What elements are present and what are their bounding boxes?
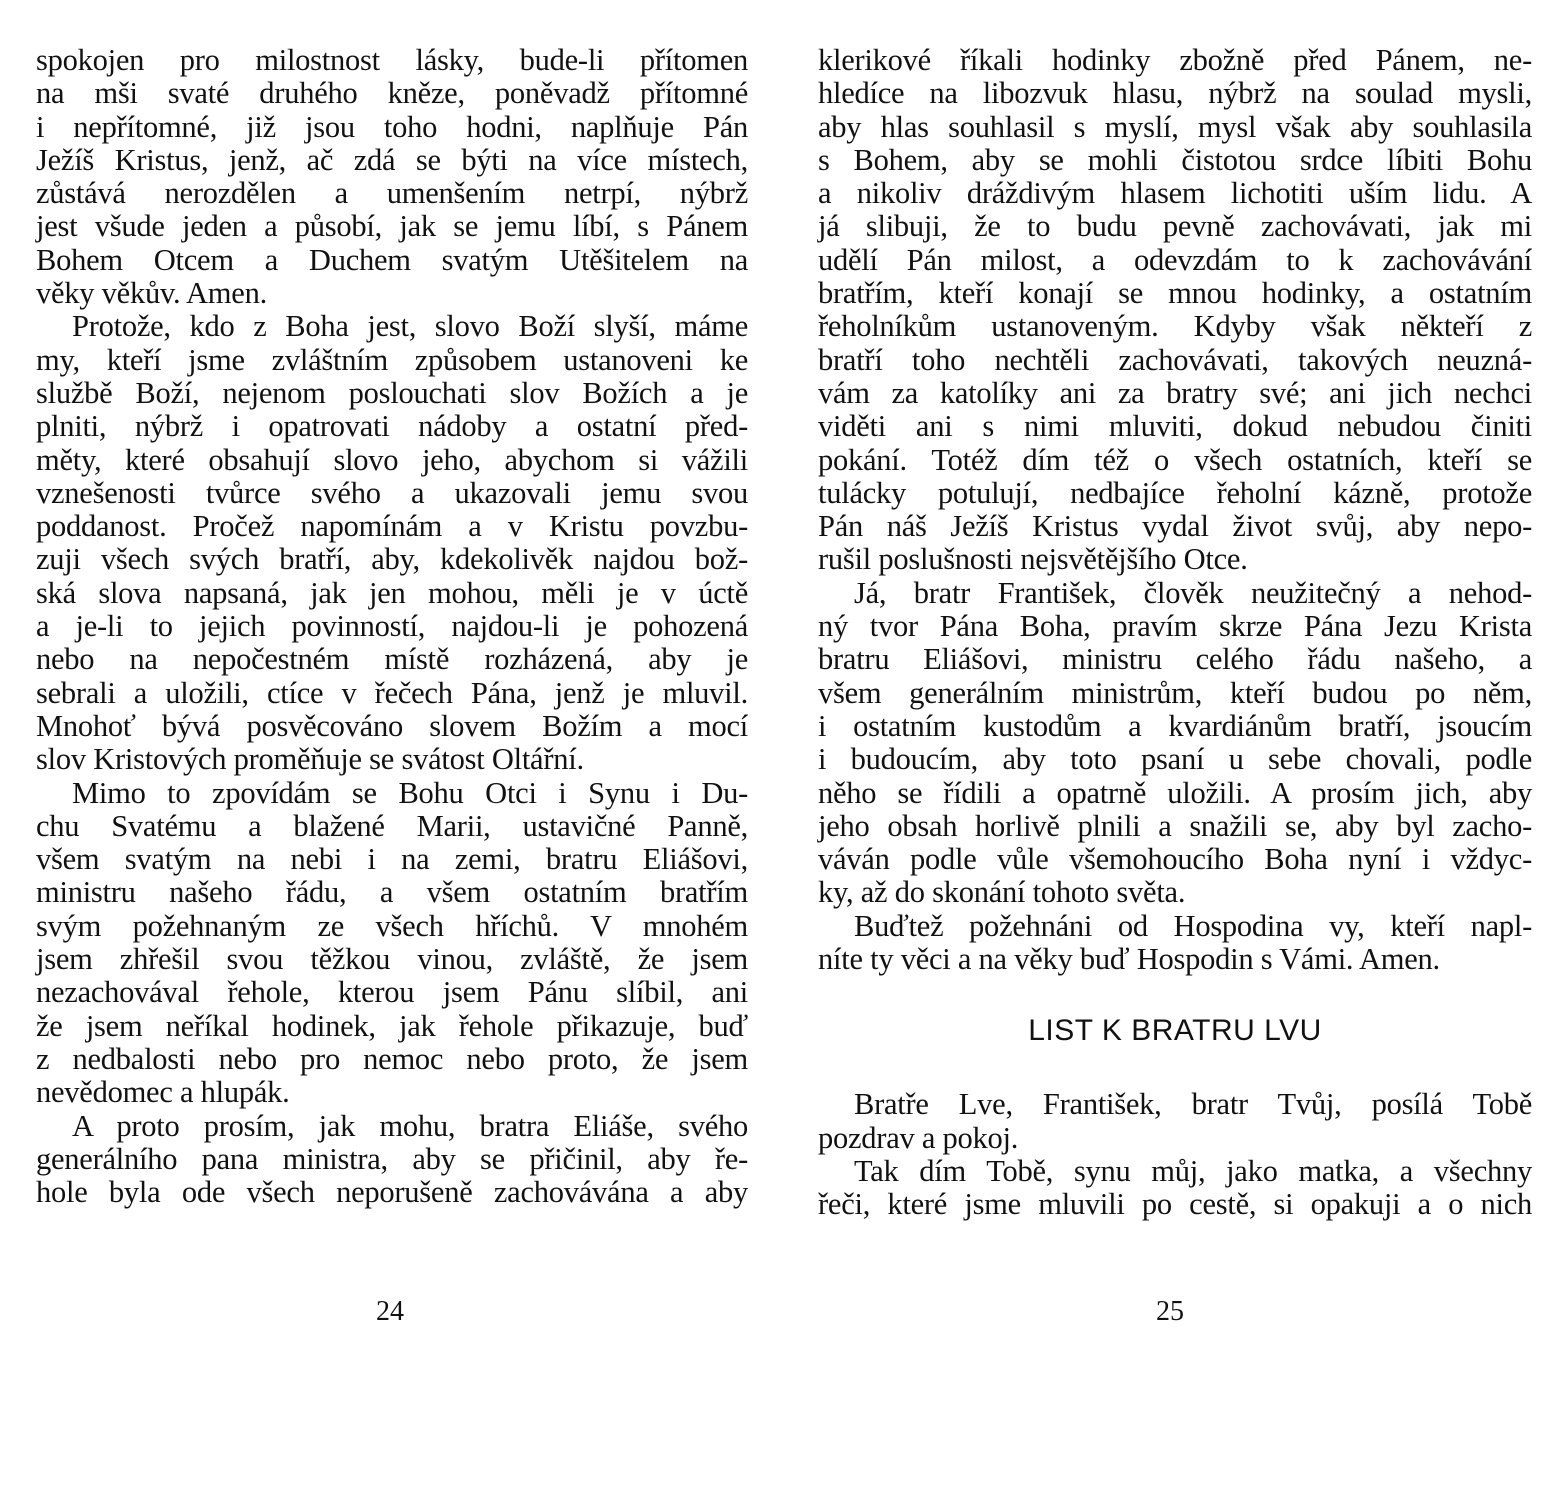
text-line: rušil poslušnosti nejsvětějšího Otce. bbox=[818, 542, 1248, 577]
paragraph bbox=[36, 310, 748, 776]
text-line: z nedbalosti nebo pro nemoc nebo proto, že jsem bbox=[36, 1041, 748, 1076]
text-line: ky, až do skonání tohoto světa. bbox=[818, 875, 1186, 910]
text-line: a je-li to jejich povinností, najdou-li je pohozená bbox=[36, 609, 748, 644]
text-line: udělí Pán milost, a odevzdám to k zachovávání bbox=[818, 242, 1532, 277]
right-page bbox=[818, 44, 1532, 1364]
left-page bbox=[36, 44, 748, 1364]
text-line: bratří toho nechtěli zachovávati, takových neuzná- bbox=[818, 342, 1532, 377]
text-line: váván podle vůle všemohoucího Boha nyní i vždyc- bbox=[818, 842, 1532, 877]
text-line: i nepřítomné, již jsou toho hodni, naplňuje Pán bbox=[36, 109, 748, 144]
text-line: nezachovával řehole, kterou jsem Pánu slíbil, ani bbox=[36, 975, 748, 1010]
paragraph bbox=[818, 1155, 1532, 1222]
text-line: bratřím, kteří konají se mnou hodinky, a ostatním bbox=[818, 276, 1532, 311]
text-line: hledíce na libozvuk hlasu, nýbrž na soulad mysli, bbox=[818, 76, 1532, 111]
paragraph bbox=[818, 1088, 1532, 1155]
text-line: všem generálním ministrům, kteří budou po něm, bbox=[818, 675, 1532, 710]
right-page-text-after-heading bbox=[818, 1088, 1532, 1221]
text-line: ný tvor Pána Boha, pravím skrze Pána Jezu Krista bbox=[818, 609, 1532, 644]
text-line: bratru Eliášovi, ministru celého řádu našeho, a bbox=[818, 642, 1532, 677]
text-line: my, kteří jsme zvláštním způsobem ustanoveni ke bbox=[36, 342, 748, 377]
text-line: generálního pana ministra, aby se přičinil, aby ře- bbox=[36, 1141, 748, 1176]
page-number-right: 25 bbox=[1156, 1296, 1184, 1327]
text-line: měty, které obsahují slovo jeho, abychom si vážili bbox=[36, 442, 748, 477]
page-number-left: 24 bbox=[376, 1296, 404, 1327]
text-line: viděti ani s nimi mluviti, dokud nebudou činiti bbox=[818, 409, 1532, 444]
text-line: s Bohem, aby se mohli čistotou srdce líbiti Bohu bbox=[818, 142, 1532, 177]
text-line: Bratře Lve, František, bratr Tvůj, posílá Tobě bbox=[854, 1087, 1532, 1122]
text-line: slov Kristových proměňuje se svátost Oltářní. bbox=[36, 742, 584, 777]
text-line: plniti, nýbrž i opatrovati nádoby a ostatní před- bbox=[36, 409, 748, 444]
text-line: hole byla ode všech neporušeně zachovávána a aby bbox=[36, 1175, 748, 1210]
left-page-text bbox=[36, 44, 748, 1209]
text-line: nebo na nepočestném místě rozházená, aby je bbox=[36, 642, 748, 677]
paragraph bbox=[818, 910, 1532, 977]
text-line: Mimo to zpovídám se Bohu Otci i Synu i Du- bbox=[72, 775, 748, 810]
text-line: službě Boží, nejenom poslouchati slov Božích a je bbox=[36, 375, 748, 410]
right-page-text-before-heading bbox=[818, 44, 1532, 976]
text-line: Tak dím Tobě, synu můj, jako matka, a všechny bbox=[854, 1153, 1532, 1188]
paragraph bbox=[36, 44, 748, 310]
paragraph bbox=[36, 1110, 748, 1210]
section-heading: LIST K BRATRU LVU bbox=[1028, 1014, 1322, 1048]
text-line: pokání. Totéž dím též o všech ostatních, kteří se bbox=[818, 442, 1532, 477]
text-line: vznešenosti tvůrce svého a ukazovali jemu svou bbox=[36, 475, 748, 510]
text-line: a nikoliv dráždivým hlasem lichotiti uším lidu. A bbox=[818, 176, 1532, 211]
text-line: že jsem neříkal hodinek, jak řehole přikazuje, buď bbox=[36, 1008, 748, 1043]
text-line: ministru našeho řádu, a všem ostatním bratřím bbox=[36, 875, 748, 910]
text-line: aby hlas souhlasil s myslí, mysl však aby souhlasila bbox=[818, 109, 1532, 144]
text-line: chu Svatému a blažené Marii, ustavičné Panně, bbox=[36, 808, 748, 843]
text-line: klerikové říkali hodinky zbožně před Pánem, ne- bbox=[818, 43, 1532, 77]
text-line: všem svatým na nebi i na zemi, bratru Eliášovi, bbox=[36, 842, 748, 877]
text-line: jeho obsah horlivě plnili a snažili se, aby byl zacho- bbox=[818, 808, 1532, 843]
text-line: Protože, kdo z Boha jest, slovo Boží slyší, máme bbox=[72, 309, 748, 344]
text-line: Já, bratr František, člověk neužitečný a nehod- bbox=[854, 575, 1532, 610]
text-line: tulácky potulují, nedbajíce řeholní kázně, protože bbox=[818, 475, 1532, 510]
paragraph bbox=[36, 777, 748, 1110]
text-line: vám za katolíky ani za bratry své; ani jich nechci bbox=[818, 375, 1532, 410]
text-line: i ostatním kustodům a kvardiánům bratří, jsoucím bbox=[818, 708, 1532, 743]
text-line: ská slova napsaná, jak jen mohou, měli je v úctě bbox=[36, 575, 748, 610]
text-line: sebrali a uložili, ctíce v řečech Pána, jenž je mluvil. bbox=[36, 675, 748, 710]
text-line: Pán náš Ježíš Kristus vydal život svůj, aby nepo- bbox=[818, 509, 1532, 544]
text-line: zůstává nerozdělen a umenšením netrpí, nýbrž bbox=[36, 176, 748, 211]
text-line: řeči, které jsme mluvili po cestě, si opakuji a o nich bbox=[818, 1187, 1532, 1222]
text-line: Bohem Otcem a Duchem svatým Utěšitelem na bbox=[36, 242, 748, 277]
text-line: pozdrav a pokoj. bbox=[818, 1120, 1019, 1155]
text-line: něho se řídili a opatrně uložili. A prosím jich, aby bbox=[818, 775, 1532, 810]
text-line: jest všude jeden a působí, jak se jemu líbí, s Pánem bbox=[36, 209, 748, 244]
text-line: svým požehnaným ze všech hříchů. V mnohém bbox=[36, 908, 748, 943]
text-line: A proto prosím, jak mohu, bratra Eliáše, svého bbox=[72, 1108, 748, 1143]
text-line: spokojen pro milostnost lásky, bude-li přítomen bbox=[36, 43, 748, 77]
text-line: Mnohoť bývá posvěcováno slovem Božím a mocí bbox=[36, 708, 748, 743]
text-line: Ježíš Kristus, jenž, ač zdá se býti na více místech, bbox=[36, 142, 748, 177]
text-line: jsem zhřešil svou těžkou vinou, zvláště, že jsem bbox=[36, 942, 748, 977]
text-line: řeholníkům ustanoveným. Kdyby však někteří z bbox=[818, 309, 1532, 344]
text-line: poddanost. Pročež napomínám a v Kristu povzbu- bbox=[36, 509, 748, 544]
text-line: níte ty věci a na věky buď Hospodin s Vámi. Amen. bbox=[818, 942, 1440, 977]
text-line: Buďtež požehnáni od Hospodina vy, kteří napl- bbox=[854, 908, 1532, 943]
text-line: věky věkův. Amen. bbox=[36, 276, 267, 311]
paragraph bbox=[818, 577, 1532, 910]
text-line: nevědomec a hlupák. bbox=[36, 1075, 290, 1110]
paragraph bbox=[818, 44, 1532, 577]
text-line: zuji všech svých bratří, aby, kdekolivěk najdou bož- bbox=[36, 542, 748, 577]
text-line: já slibuji, že to budu pevně zachovávati, jak mi bbox=[818, 209, 1532, 244]
text-line: i budoucím, aby toto psaní u sebe chovali, podle bbox=[818, 742, 1532, 777]
text-line: na mši svaté druhého kněze, poněvadž přítomné bbox=[36, 76, 748, 111]
